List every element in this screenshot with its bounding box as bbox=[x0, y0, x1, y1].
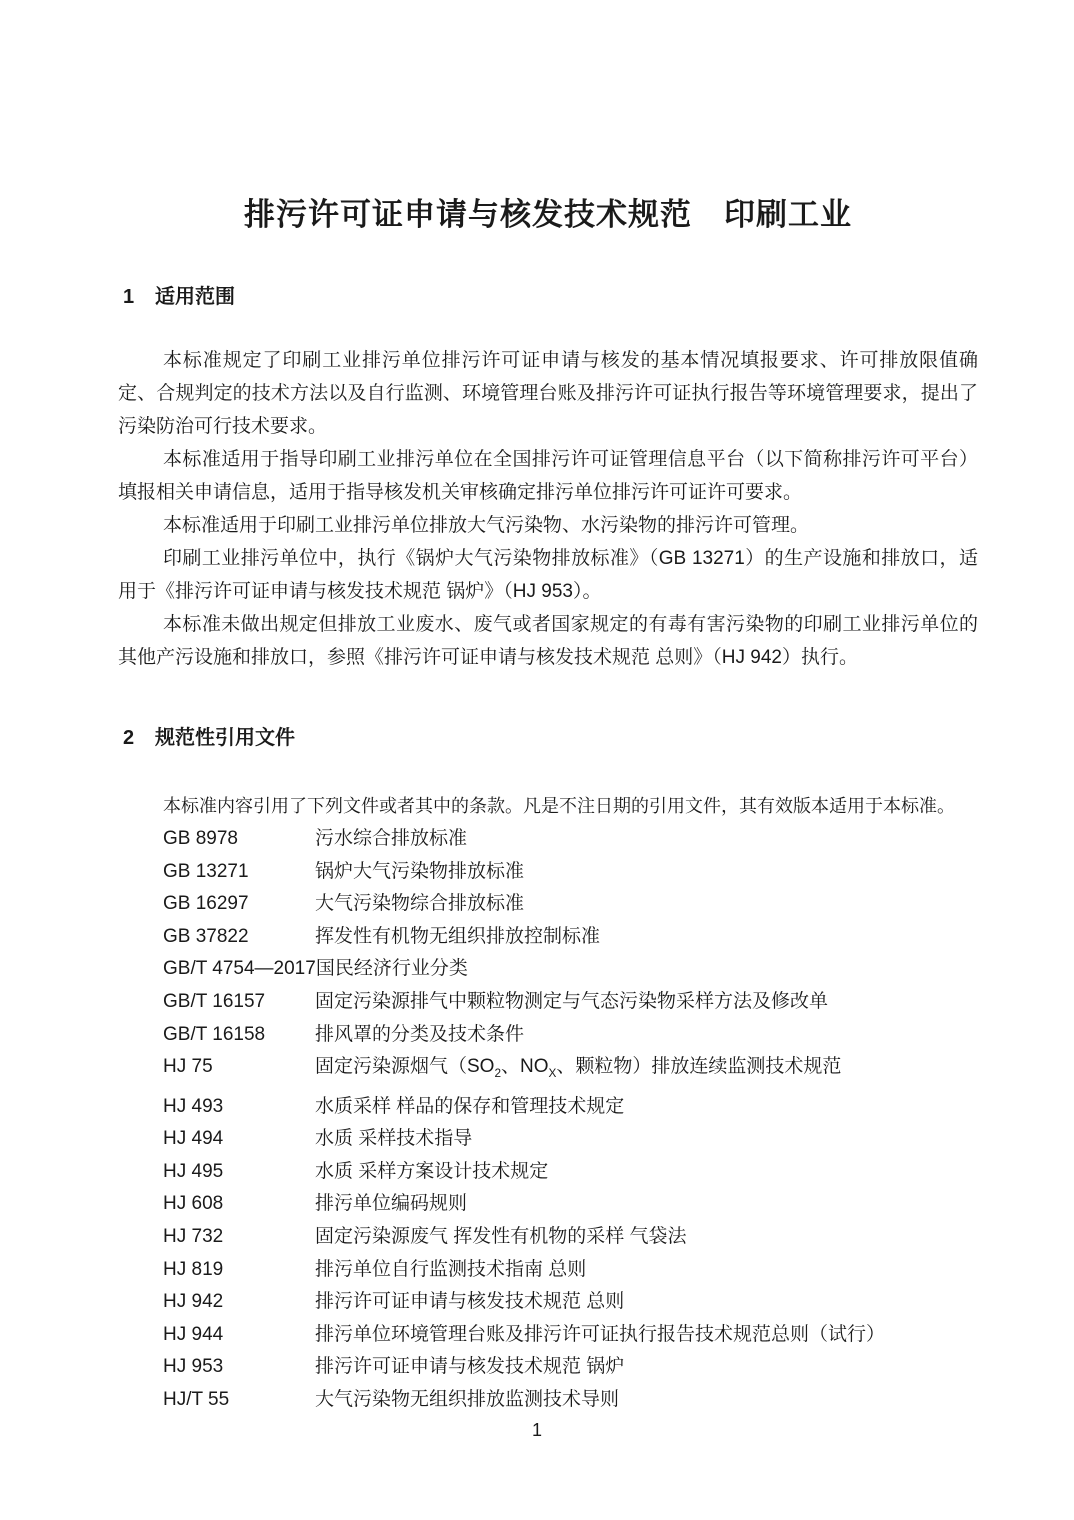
reference-row bbox=[118, 1319, 978, 1352]
reference-code: GB/T 16157 bbox=[163, 990, 266, 1012]
reference-code: HJ 942 bbox=[163, 1291, 224, 1313]
references-section-title: 规范性引用文件 bbox=[155, 727, 295, 749]
reference-code: HJ 732 bbox=[163, 1225, 224, 1247]
reference-title: 锅炉大气污染物排放标准 bbox=[315, 860, 525, 882]
reference-row bbox=[118, 1051, 978, 1090]
reference-row bbox=[118, 1091, 978, 1124]
reference-row bbox=[118, 1384, 978, 1417]
reference-title: 大气污染物无组织排放监测技术导则 bbox=[315, 1388, 620, 1410]
scope-paragraph: 本标准未做出规定但排放工业废水、废气或者国家规定的有毒有害污染物的印刷工业排污单位的其他产污设施和排放口，参照《排污许可证申请与核发技术规范 总则》（HJ 942）执行。 bbox=[118, 614, 978, 668]
reference-row bbox=[118, 1156, 978, 1189]
reference-title: 排污单位环境管理台账及排污许可证执行报告技术规范总则（试行） bbox=[315, 1323, 886, 1345]
scope-paragraph: 本标准适用于印刷工业排污单位排放大气污染物、水污染物的排污许可管理。 bbox=[163, 515, 810, 536]
reference-row bbox=[118, 953, 978, 986]
reference-row bbox=[118, 1188, 978, 1221]
reference-title: 排风罩的分类及技术条件 bbox=[315, 1023, 525, 1045]
page-number: 1 bbox=[531, 1420, 542, 1440]
scope-paragraphs bbox=[118, 344, 978, 674]
references-section-number: 2 bbox=[123, 727, 135, 749]
reference-code: HJ 495 bbox=[163, 1160, 224, 1182]
reference-row bbox=[118, 1019, 978, 1052]
reference-title: 水质 采样方案设计技术规定 bbox=[315, 1160, 549, 1182]
reference-code: HJ 819 bbox=[163, 1258, 224, 1280]
section-scope bbox=[118, 283, 978, 674]
reference-row bbox=[118, 1123, 978, 1156]
references-heading bbox=[118, 724, 978, 752]
scope-heading bbox=[118, 283, 978, 311]
reference-title: 排污许可证申请与核发技术规范 锅炉 bbox=[315, 1356, 625, 1378]
reference-title: 排污单位自行监测技术指南 总则 bbox=[315, 1258, 587, 1280]
reference-title: 水质采样 样品的保存和管理技术规定 bbox=[315, 1095, 625, 1117]
reference-code: GB 13271 bbox=[163, 860, 249, 882]
reference-title: 污水综合排放标准 bbox=[315, 828, 468, 849]
reference-title: 排污许可证申请与核发技术规范 总则 bbox=[315, 1291, 625, 1313]
scope-paragraph: 本标准规定了印刷工业排污单位排污许可证申请与核发的基本情况填报要求、许可排放限值确定、合规判定的技术方法以及自行监测、环境管理台账及排污许可证执行报告等环境管理要求，提出了污染防治可行技术要求。 bbox=[118, 350, 978, 437]
reference-row bbox=[118, 856, 978, 889]
section-references bbox=[118, 724, 978, 1416]
reference-code: HJ 494 bbox=[163, 1128, 224, 1150]
reference-row bbox=[118, 823, 978, 856]
reference-title: 大气污染物综合排放标准 bbox=[315, 893, 525, 915]
reference-code: GB 8978 bbox=[163, 828, 238, 849]
reference-row bbox=[118, 1221, 978, 1254]
references-intro: 本标准内容引用了下列文件或者其中的条款。凡是不注日期的引用文件，其有效版本适用于本标准。 bbox=[163, 796, 955, 816]
reference-title: 排污单位编码规则 bbox=[315, 1193, 468, 1215]
scope-section-title: 适用范围 bbox=[155, 286, 235, 308]
reference-code: HJ 953 bbox=[163, 1356, 224, 1378]
reference-code: HJ 493 bbox=[163, 1095, 224, 1117]
references-list bbox=[118, 823, 978, 1416]
reference-code: GB/T 16158 bbox=[163, 1023, 266, 1045]
document-title: 排污许可证申请与核发技术规范 印刷工业 bbox=[244, 197, 852, 232]
reference-row bbox=[118, 1351, 978, 1384]
reference-title: 挥发性有机物无组织排放控制标准 bbox=[315, 925, 601, 947]
scope-section-number: 1 bbox=[123, 286, 135, 308]
reference-code: GB 37822 bbox=[163, 925, 249, 947]
reference-code: HJ 75 bbox=[163, 1056, 213, 1078]
reference-title: 固定污染源排气中颗粒物测定与气态污染物采样方法及修改单 bbox=[315, 990, 829, 1012]
reference-code: GB 16297 bbox=[163, 893, 249, 915]
reference-row bbox=[118, 921, 978, 954]
reference-row bbox=[118, 888, 978, 921]
reference-title: 水质 采样技术指导 bbox=[315, 1128, 473, 1150]
reference-title: 固定污染源废气 挥发性有机物的采样 气袋法 bbox=[315, 1225, 687, 1247]
reference-code: GB/T 4754—2017 bbox=[163, 958, 316, 980]
reference-row bbox=[118, 1254, 978, 1287]
reference-code: HJ/T 55 bbox=[163, 1388, 230, 1410]
reference-title: 固定污染源烟气（$SO_2$、$NO_X$、颗粒物）排放连续监测技术规范 bbox=[315, 1056, 842, 1080]
reference-title: 国民经济行业分类 bbox=[315, 958, 468, 980]
reference-row bbox=[118, 1286, 978, 1319]
scope-paragraph: 印刷工业排污单位中，执行《锅炉大气污染物排放标准》（GB 13271）的生产设施和排放口，适用于《排污许可证申请与核发技术规范 锅炉》（HJ 953）。 bbox=[118, 548, 978, 602]
reference-row bbox=[118, 986, 978, 1019]
reference-code: HJ 608 bbox=[163, 1193, 224, 1215]
scope-paragraph: 本标准适用于指导印刷工业排污单位在全国排污许可证管理信息平台（以下简称排污许可平台）填报相关申请信息，适用于指导核发机关审核确定排污单位排污许可证许可要求。 bbox=[118, 449, 978, 503]
reference-code: HJ 944 bbox=[163, 1323, 224, 1345]
